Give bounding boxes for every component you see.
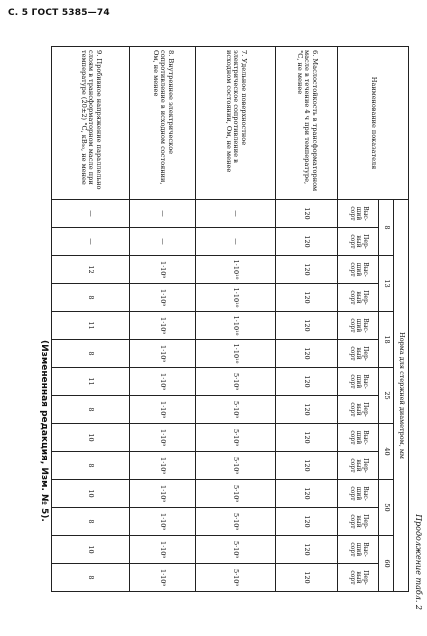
table-cell: 120 [276,284,338,312]
row-name: 6. Маслостойкость в трансформаторном масле в течение 4 ч при температуре, °С, не менее [276,47,338,200]
table-cell: — [196,228,276,256]
grade-header-first: Пер-вый сорт [338,452,379,480]
table-cell: — [196,200,276,228]
table-cell: 8 [52,508,130,536]
table-cell: 1·10⁹ [130,340,196,368]
table-cell: 1·10¹⁰ [196,312,276,340]
grade-header-top: Выс-ший сорт [338,480,379,508]
table-cell: 1·10⁹ [130,508,196,536]
table-cell: 5·10⁹ [196,368,276,396]
table-cell: 1·10¹⁰ [196,256,276,284]
grade-header-top: Выс-ший сорт [338,368,379,396]
table-cell: — [52,200,130,228]
edit-note: (Измененная редакция, Изм. № 5). [39,340,49,522]
row-name: 9. Пробивное напряжение параллельно слоям в трансформаторном масле при температуре (20±2) °С, кВ₅₀, не менее [52,47,130,200]
table-cell: 10 [52,480,130,508]
grade-header-top: Выс-ший сорт [338,256,379,284]
table-row [130,47,196,592]
table-cell: 120 [276,564,338,592]
table-cell: 5·10⁹ [196,396,276,424]
table-cell: 8 [52,564,130,592]
row-name: 8. Внутреннее электрическое сопротивление в исходном состоянии, Ом, не менее [130,47,196,200]
table-cell: 120 [276,424,338,452]
table-cell: — [130,200,196,228]
table-cell: 12 [52,256,130,284]
table-cell: 120 [276,340,338,368]
table-cell: 1·10⁹ [130,396,196,424]
table-cell: 120 [276,508,338,536]
norms-table [51,46,409,592]
diameter-header: 18 [379,312,394,368]
table-cell: 1·10⁹ [130,312,196,340]
table-cell: 120 [276,256,338,284]
table-cell: — [130,228,196,256]
table-cell: 1·10⁹ [130,284,196,312]
table-cell: 120 [276,452,338,480]
table-cell: 1·10¹⁰ [196,340,276,368]
table-cell: 1·10⁹ [130,256,196,284]
row-name: 7. Удельное поверхностное электрическое сопротивление в исходном состоянии, Ом, не менее [196,47,276,200]
grade-header-first: Пер-вый сорт [338,508,379,536]
table-cell: 1·10⁹ [130,564,196,592]
table-cell: 120 [276,200,338,228]
table-row [52,47,130,592]
diameter-header: 40 [379,424,394,480]
diameter-header: 50 [379,480,394,536]
grade-header-first: Пер-вый сорт [338,228,379,256]
rotated-table-page [7,40,427,616]
diameter-header: 25 [379,368,394,424]
grade-header-first: Пер-вый сорт [338,396,379,424]
table-cell: 120 [276,396,338,424]
table-cell: 1·10¹⁰ [196,284,276,312]
diameter-header: 13 [379,256,394,312]
table-cell: 10 [52,424,130,452]
grade-header-top: Выс-ший сорт [338,312,379,340]
table-cell: 10 [52,536,130,564]
table-cell: 120 [276,312,338,340]
table-cell: 5·10⁹ [196,452,276,480]
table-cell: 1·10⁹ [130,480,196,508]
table-cell: 5·10⁹ [196,424,276,452]
name-column-header: Наименование показателя [338,47,409,200]
grade-header-first: Пер-вый сорт [338,564,379,592]
grade-header-first: Пер-вый сорт [338,284,379,312]
table-cell: 1·10⁹ [130,424,196,452]
table-cell: 1·10⁹ [130,368,196,396]
table-cell: 8 [52,452,130,480]
norm-header: Норма для стержней диаметром, мм [394,200,409,592]
grade-header-top: Выс-ший сорт [338,536,379,564]
table-cell: 1·10⁹ [130,452,196,480]
table-cell: 5·10⁹ [196,536,276,564]
table-continuation-label: Продолжение табл. 2 [414,514,423,610]
table-cell: 5·10⁹ [196,508,276,536]
page-header: С. 5 ГОСТ 5385—74 [8,8,110,18]
table-cell: 5·10⁹ [196,480,276,508]
table-cell: 5·10⁹ [196,564,276,592]
table-cell: 11 [52,312,130,340]
diameter-header: 60 [379,536,394,592]
table-cell: 8 [52,284,130,312]
table-cell: 120 [276,536,338,564]
table-cell: 8 [52,396,130,424]
grade-header-first: Пер-вый сорт [338,340,379,368]
table-row [196,47,276,592]
grade-header-top: Выс-ший сорт [338,200,379,228]
table-cell: 120 [276,480,338,508]
table-cell: 120 [276,228,338,256]
diameter-header: 8 [379,200,394,256]
table-row [276,47,338,592]
table-cell: 11 [52,368,130,396]
table-cell: — [52,228,130,256]
table-cell: 1·10⁹ [130,536,196,564]
table-cell: 8 [52,340,130,368]
grade-header-top: Выс-ший сорт [338,424,379,452]
table-cell: 120 [276,368,338,396]
